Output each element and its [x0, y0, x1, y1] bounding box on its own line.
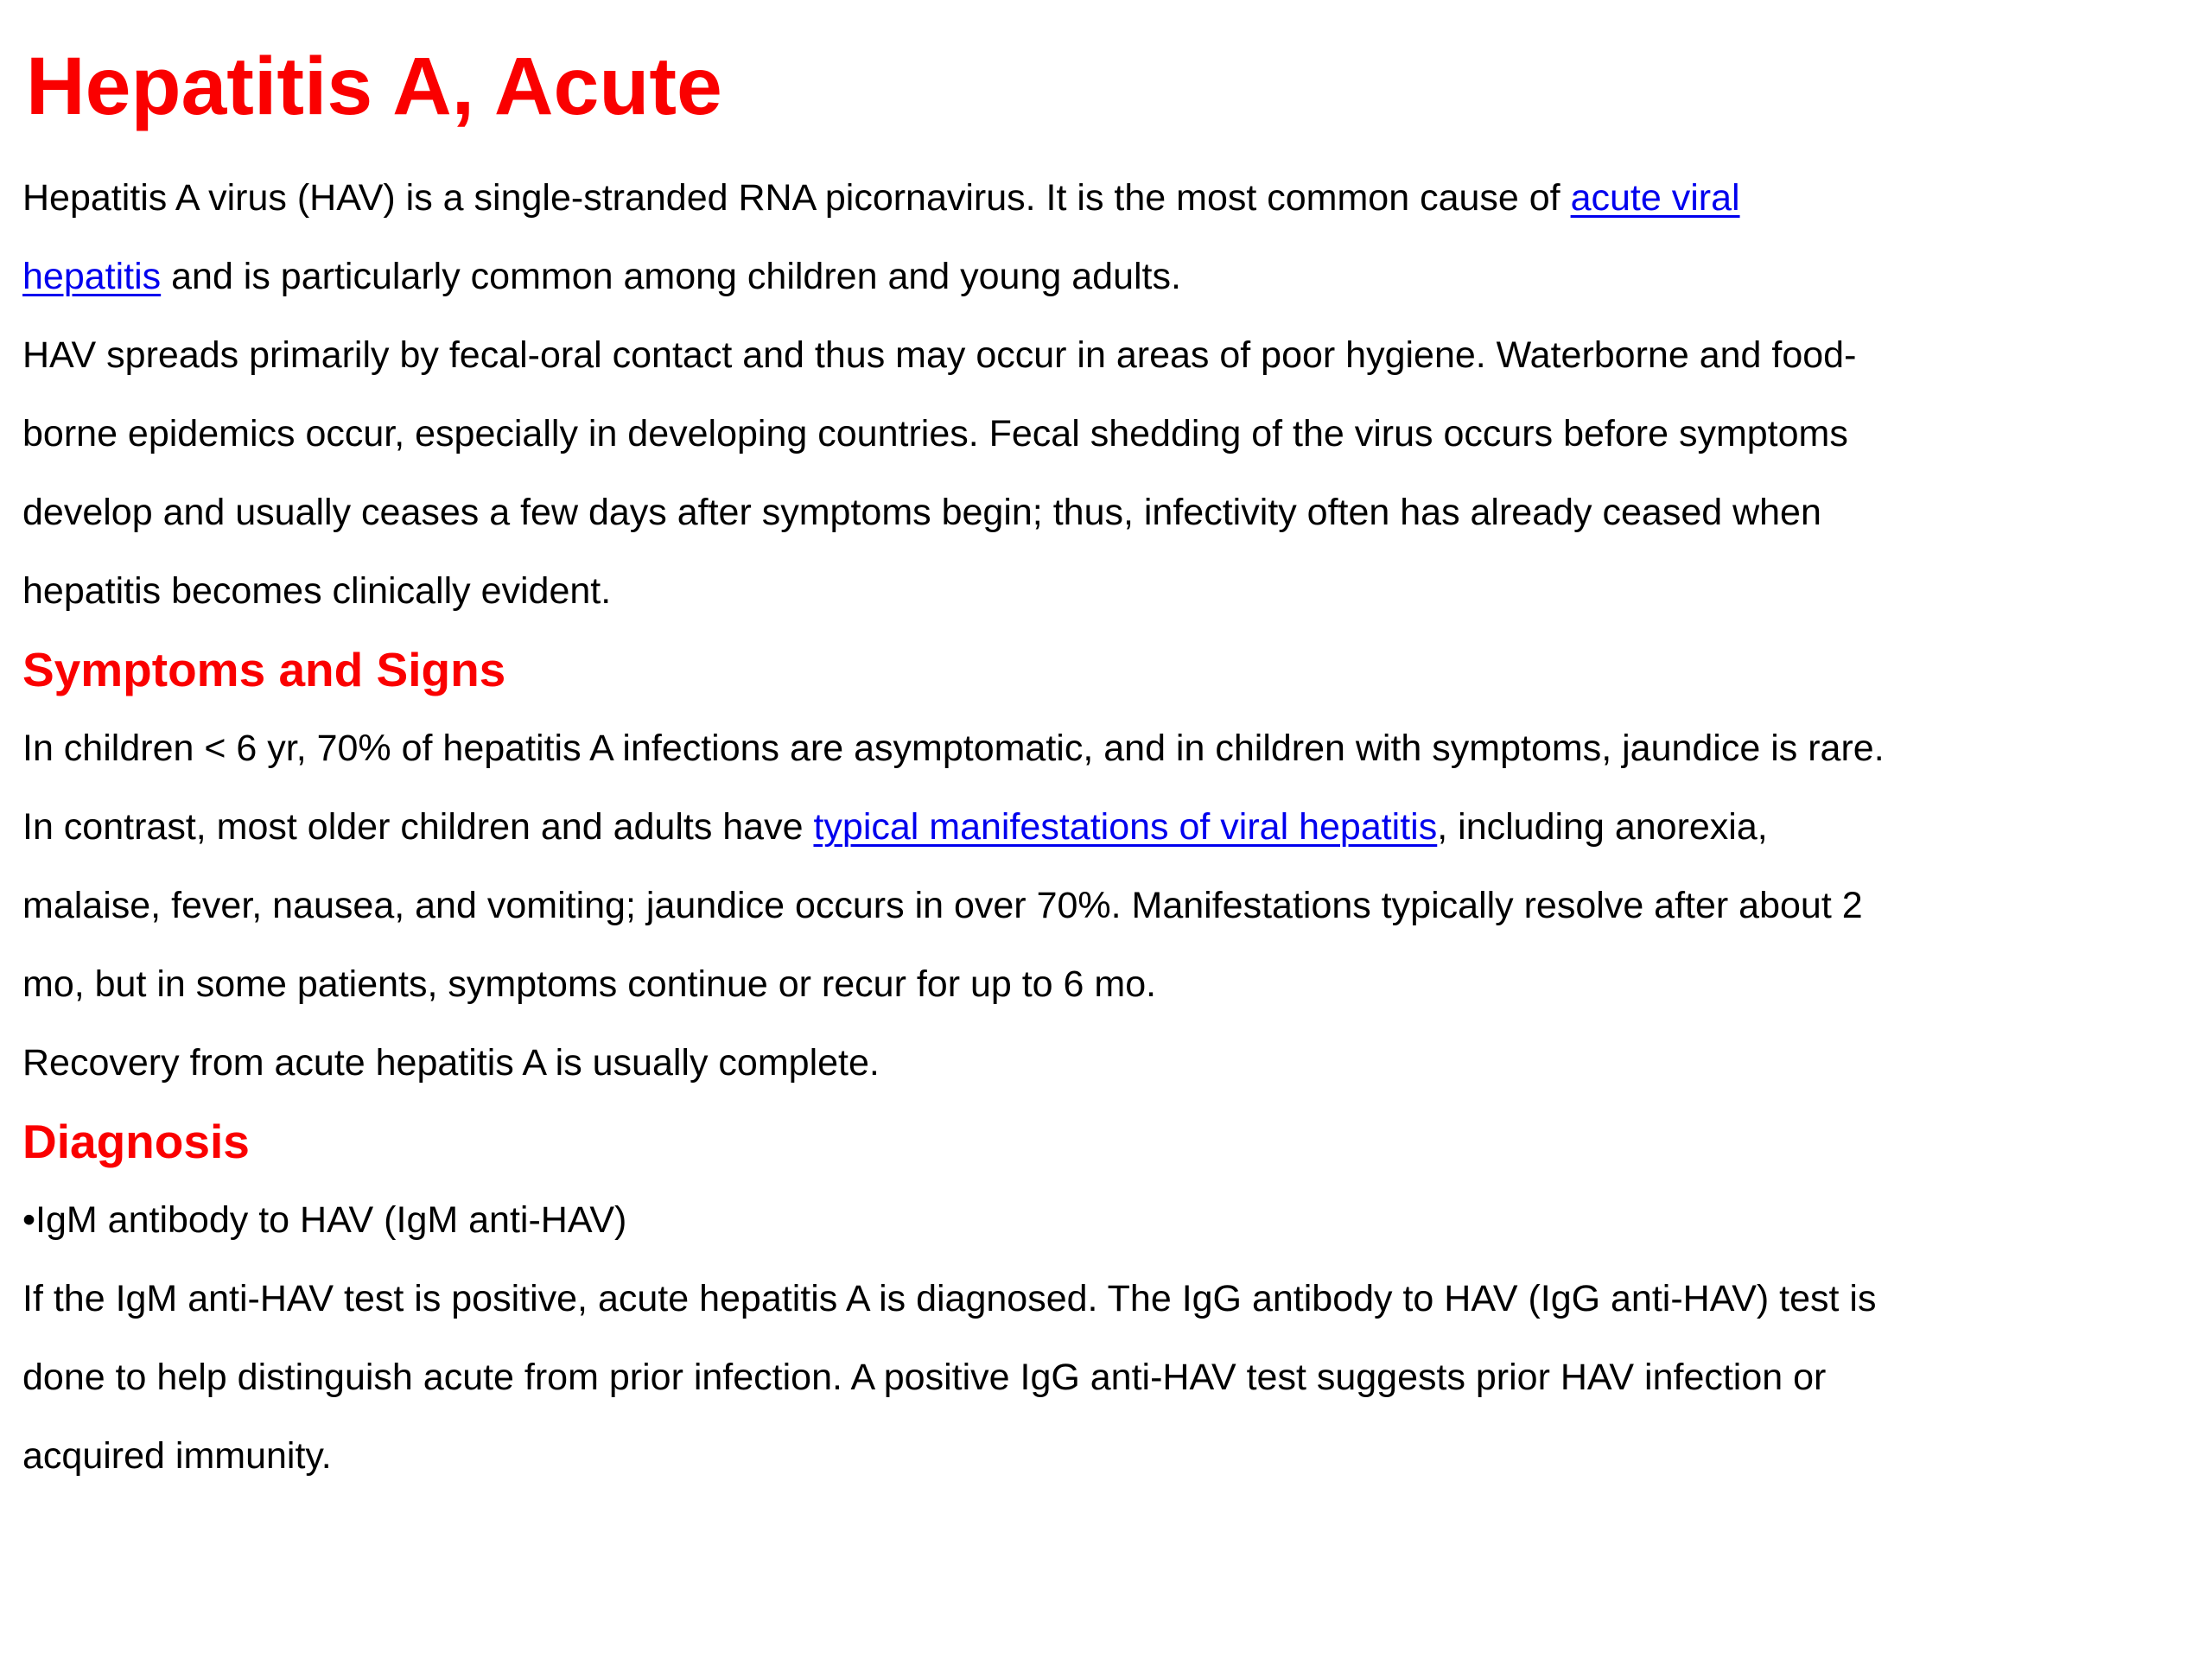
transmission-line-1: HAV spreads primarily by fecal-oral contact and thus may occur in areas of poor hygiene. Waterborne and food-: [22, 334, 1857, 376]
diagnosis-line-3: acquired immunity.: [22, 1435, 332, 1477]
intro-line-1-text: Hepatitis A virus (HAV) is a single-stranded RNA picornavirus. It is the most common cause of: [22, 177, 1571, 219]
link-acute-viral-hepatitis-part2[interactable]: hepatitis: [22, 256, 162, 297]
intro-line-1: [22, 159, 2212, 238]
symptoms-line-2: [22, 788, 2212, 867]
symptoms-line-2-tail: , including anorexia,: [1437, 806, 1768, 848]
symptoms-and-signs-heading: Symptoms and Signs: [22, 643, 506, 696]
intro-line-2: [22, 238, 2212, 316]
symptoms-line-3: malaise, fever, nausea, and vomiting; jaundice occurs in over 70%. Manifestations typically resolve after about 2: [22, 885, 1863, 926]
diagnosis-line-2: done to help distinguish acute from prior infection. A positive IgG anti-HAV test suggests prior HAV infection or: [22, 1357, 1827, 1398]
link-acute-viral-hepatitis-part1[interactable]: acute viral: [1570, 177, 1740, 219]
symptoms-line-4: mo, but in some patients, symptoms continue or recur for up to 6 mo.: [22, 963, 1157, 1005]
recovery-line: Recovery from acute hepatitis A is usually complete.: [22, 1042, 880, 1084]
article-body: [22, 159, 2212, 1496]
symptoms-line-2-text: In contrast, most older children and adults have: [22, 806, 814, 848]
transmission-line-3: develop and usually ceases a few days after symptoms begin; thus, infectivity often has already ceased when: [22, 492, 1821, 533]
link-typical-manifestations-viral-hepatitis[interactable]: typical manifestations of viral hepatitis: [813, 806, 1438, 848]
intro-line-2-text: and is particularly common among children and young adults.: [161, 256, 1181, 297]
diagnosis-heading: Diagnosis: [22, 1115, 250, 1168]
diagnosis-line-1: If the IgM anti-HAV test is positive, acute hepatitis A is diagnosed. The IgG antibody to HAV (IgG anti-HAV) test is: [22, 1278, 1877, 1319]
symptoms-line-1: In children < 6 yr, 70% of hepatitis A infections are asymptomatic, and in children with symptoms, jaundice is rare.: [22, 728, 1885, 769]
diagnosis-bullet-item: •IgM antibody to HAV (IgM anti-HAV): [22, 1199, 627, 1241]
page-title: Hepatitis A, Acute: [26, 41, 722, 132]
transmission-line-4: hepatitis becomes clinically evident.: [22, 570, 612, 612]
transmission-line-2: borne epidemics occur, especially in developing countries. Fecal shedding of the virus occurs before symptoms: [22, 413, 1848, 454]
